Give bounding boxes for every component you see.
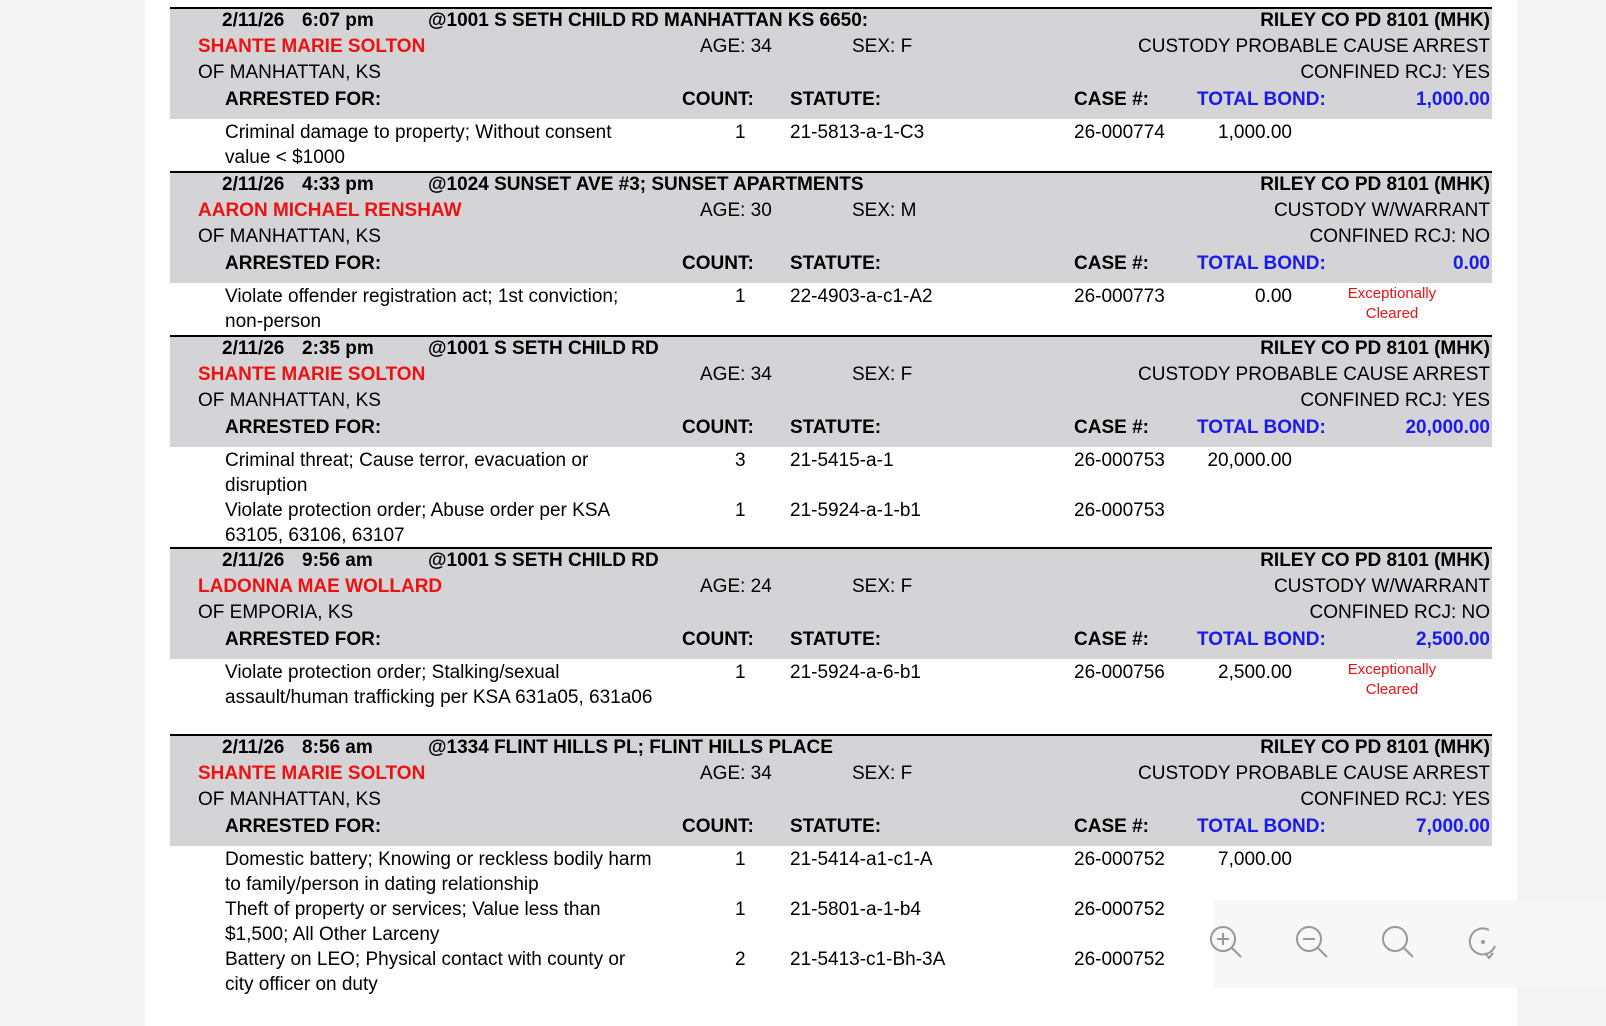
- arrestee-age: AGE: 34: [700, 364, 772, 385]
- case-label: CASE #:: [1074, 629, 1149, 650]
- total-bond-value: 1,000.00: [1416, 89, 1490, 110]
- total-bond-value: 20,000.00: [1405, 417, 1490, 438]
- arrest-date: 2/11/26: [222, 338, 285, 359]
- charge-statute: 21-5415-a-1: [790, 450, 894, 471]
- count-label: COUNT:: [682, 417, 754, 438]
- agency: RILEY CO PD 8101 (MHK): [1260, 550, 1490, 571]
- charge-count: 1: [735, 286, 746, 307]
- arrestee-age: AGE: 34: [700, 36, 772, 57]
- arrestee-city: OF MANHATTAN, KS: [198, 62, 381, 83]
- arrestee-name: SHANTE MARIE SOLTON: [198, 364, 426, 385]
- charge-statute: 21-5924-a-6-b1: [790, 662, 921, 683]
- arrested-for-label: ARRESTED FOR:: [225, 253, 382, 274]
- charge-row: [170, 846, 1492, 896]
- charge-row: [170, 659, 1492, 734]
- arrestee-sex: SEX: M: [852, 200, 917, 221]
- case-label: CASE #:: [1074, 816, 1149, 837]
- charge-statute: 21-5414-a1-c1-A: [790, 849, 933, 870]
- arrest-record: [170, 171, 1492, 335]
- charge-case-number: 26-000756: [1074, 662, 1165, 683]
- arrest-location: @1001 S SETH CHILD RD: [428, 550, 659, 571]
- count-label: COUNT:: [682, 253, 754, 274]
- arrested-for-label: ARRESTED FOR:: [225, 89, 382, 110]
- charge-statute: 21-5801-a-1-b4: [790, 899, 921, 920]
- arrestee-city: OF EMPORIA, KS: [198, 602, 354, 623]
- agency: RILEY CO PD 8101 (MHK): [1260, 338, 1490, 359]
- arrest-time: 4:33 pm: [302, 174, 374, 195]
- charge-bond: 2,500.00: [1218, 662, 1292, 683]
- count-label: COUNT:: [682, 89, 754, 110]
- record-header: [170, 337, 1492, 447]
- charge-bond: 1,000.00: [1218, 122, 1292, 143]
- arrest-time: 6:07 pm: [302, 10, 374, 31]
- statute-label: STATUTE:: [790, 417, 882, 438]
- arrestee-sex: SEX: F: [852, 364, 913, 385]
- charge-row: [170, 497, 1492, 547]
- charge-description: Criminal threat; Cause terror, evacuation or disruption: [225, 450, 589, 496]
- charges-list: [170, 283, 1492, 335]
- charge-case-number: 26-000752: [1074, 949, 1165, 970]
- charge-statute: 22-4903-a-c1-A2: [790, 286, 933, 307]
- charge-row: [170, 283, 1492, 335]
- arrest-location: @1001 S SETH CHILD RD MANHATTAN KS 6650:: [428, 10, 869, 31]
- charge-case-number: 26-000753: [1074, 450, 1165, 471]
- charge-count: 1: [735, 122, 746, 143]
- confined-status: CONFINED RCJ: YES: [1300, 62, 1490, 83]
- charge-count: 2: [735, 949, 746, 970]
- arrestee-age: AGE: 24: [700, 576, 772, 597]
- arrested-for-label: ARRESTED FOR:: [225, 816, 382, 837]
- charge-status: Exceptionally Cleared: [1347, 285, 1437, 322]
- charge-statute: 21-5813-a-1-C3: [790, 122, 925, 143]
- total-bond-value: 0.00: [1453, 253, 1490, 274]
- arrest-time: 9:56 am: [302, 550, 373, 571]
- charges-list: [170, 119, 1492, 171]
- charge-case-number: 26-000752: [1074, 899, 1165, 920]
- zoom-out-icon[interactable]: [1292, 922, 1332, 962]
- total-bond-label: TOTAL BOND:: [1197, 89, 1326, 110]
- agency: RILEY CO PD 8101 (MHK): [1260, 737, 1490, 758]
- custody-type: CUSTODY W/WARRANT: [1273, 576, 1490, 597]
- charge-count: 1: [735, 662, 746, 683]
- arrestee-city: OF MANHATTAN, KS: [198, 789, 381, 810]
- charge-bond: 0.00: [1255, 286, 1292, 307]
- confined-status: CONFINED RCJ: NO: [1309, 602, 1490, 623]
- arrestee-city: OF MANHATTAN, KS: [198, 390, 381, 411]
- zoom-in-icon[interactable]: [1206, 922, 1246, 962]
- charge-description: Domestic battery; Knowing or reckless bodily harm to family/person in dating relationship: [225, 849, 652, 895]
- arrestee-sex: SEX: F: [852, 763, 913, 784]
- custody-type: CUSTODY PROBABLE CAUSE ARREST: [1138, 763, 1490, 784]
- charge-case-number: 26-000773: [1074, 286, 1165, 307]
- charge-description: Violate protection order; Stalking/sexual assault/human trafficking per KSA 631a05, 631a06: [225, 662, 653, 708]
- charge-description: Criminal damage to property; Without consent value < $1000: [225, 122, 612, 168]
- arrest-location: @1334 FLINT HILLS PL; FLINT HILLS PLACE: [428, 737, 833, 758]
- total-bond-label: TOTAL BOND:: [1197, 417, 1326, 438]
- total-bond-value: 2,500.00: [1416, 629, 1490, 650]
- arrest-date: 2/11/26: [222, 550, 285, 571]
- arrestee-name: AARON MICHAEL RENSHAW: [198, 200, 462, 221]
- arrest-time: 2:35 pm: [302, 338, 374, 359]
- agency: RILEY CO PD 8101 (MHK): [1260, 174, 1490, 195]
- arrestee-city: OF MANHATTAN, KS: [198, 226, 381, 247]
- arrestee-name: SHANTE MARIE SOLTON: [198, 763, 426, 784]
- charge-row: [170, 119, 1492, 171]
- arrest-date: 2/11/26: [222, 10, 285, 31]
- charges-list: [170, 447, 1492, 547]
- arrestee-age: AGE: 30: [700, 200, 772, 221]
- charge-statute: 21-5924-a-1-b1: [790, 500, 921, 521]
- custody-type: CUSTODY PROBABLE CAUSE ARREST: [1138, 364, 1490, 385]
- arrest-location: @1001 S SETH CHILD RD: [428, 338, 659, 359]
- charge-count: 1: [735, 849, 746, 870]
- total-bond-value: 7,000.00: [1416, 816, 1490, 837]
- charge-description: Battery on LEO; Physical contact with county or city officer on duty: [225, 949, 626, 995]
- search-icon[interactable]: [1378, 922, 1418, 962]
- count-label: COUNT:: [682, 629, 754, 650]
- arrestee-sex: SEX: F: [852, 36, 913, 57]
- custody-type: CUSTODY W/WARRANT: [1273, 200, 1490, 221]
- statute-label: STATUTE:: [790, 629, 882, 650]
- charge-count: 1: [735, 899, 746, 920]
- charge-description: Violate protection order; Abuse order per KSA 63105, 63106, 63107: [225, 500, 610, 546]
- statute-label: STATUTE:: [790, 816, 882, 837]
- confined-status: CONFINED RCJ: NO: [1309, 226, 1490, 247]
- charge-bond: 7,000.00: [1218, 849, 1292, 870]
- zoom-toolbar: [1214, 900, 1606, 988]
- record-header: [170, 9, 1492, 119]
- record-header: [170, 549, 1492, 659]
- statute-label: STATUTE:: [790, 89, 882, 110]
- arrested-for-label: ARRESTED FOR:: [225, 629, 382, 650]
- arrested-for-label: ARRESTED FOR:: [225, 417, 382, 438]
- statute-label: STATUTE:: [790, 253, 882, 274]
- arrest-date: 2/11/26: [222, 174, 285, 195]
- total-bond-label: TOTAL BOND:: [1197, 629, 1326, 650]
- arrestee-sex: SEX: F: [852, 576, 913, 597]
- total-bond-label: TOTAL BOND:: [1197, 253, 1326, 274]
- rotate-icon[interactable]: [1464, 922, 1504, 962]
- confined-status: CONFINED RCJ: YES: [1300, 789, 1490, 810]
- confined-status: CONFINED RCJ: YES: [1300, 390, 1490, 411]
- charge-statute: 21-5413-c1-Bh-3A: [790, 949, 946, 970]
- charge-row: [170, 447, 1492, 497]
- charge-description: Violate offender registration act; 1st conviction; non-person: [225, 286, 619, 332]
- count-label: COUNT:: [682, 816, 754, 837]
- arrest-time: 8:56 am: [302, 737, 373, 758]
- arrestee-age: AGE: 34: [700, 763, 772, 784]
- arrest-record: [170, 335, 1492, 547]
- charge-description: Theft of property or services; Value less than $1,500; All Other Larceny: [225, 899, 601, 945]
- arrest-record: [170, 7, 1492, 171]
- arrest-record: [170, 547, 1492, 734]
- total-bond-label: TOTAL BOND:: [1197, 816, 1326, 837]
- record-header: [170, 736, 1492, 846]
- charge-bond: 20,000.00: [1207, 450, 1292, 471]
- record-header: [170, 173, 1492, 283]
- case-label: CASE #:: [1074, 89, 1149, 110]
- arrest-location: @1024 SUNSET AVE #3; SUNSET APARTMENTS: [428, 174, 864, 195]
- arrest-records-list: [170, 7, 1492, 996]
- charge-status: Exceptionally Cleared: [1347, 661, 1437, 698]
- charge-count: 3: [735, 450, 746, 471]
- charge-count: 1: [735, 500, 746, 521]
- arrestee-name: SHANTE MARIE SOLTON: [198, 36, 426, 57]
- charges-list: [170, 659, 1492, 734]
- arrest-date: 2/11/26: [222, 737, 285, 758]
- charge-case-number: 26-000774: [1074, 122, 1165, 143]
- charge-case-number: 26-000752: [1074, 849, 1165, 870]
- case-label: CASE #:: [1074, 417, 1149, 438]
- agency: RILEY CO PD 8101 (MHK): [1260, 10, 1490, 31]
- arrestee-name: LADONNA MAE WOLLARD: [198, 576, 443, 597]
- custody-type: CUSTODY PROBABLE CAUSE ARREST: [1138, 36, 1490, 57]
- charge-case-number: 26-000753: [1074, 500, 1165, 521]
- case-label: CASE #:: [1074, 253, 1149, 274]
